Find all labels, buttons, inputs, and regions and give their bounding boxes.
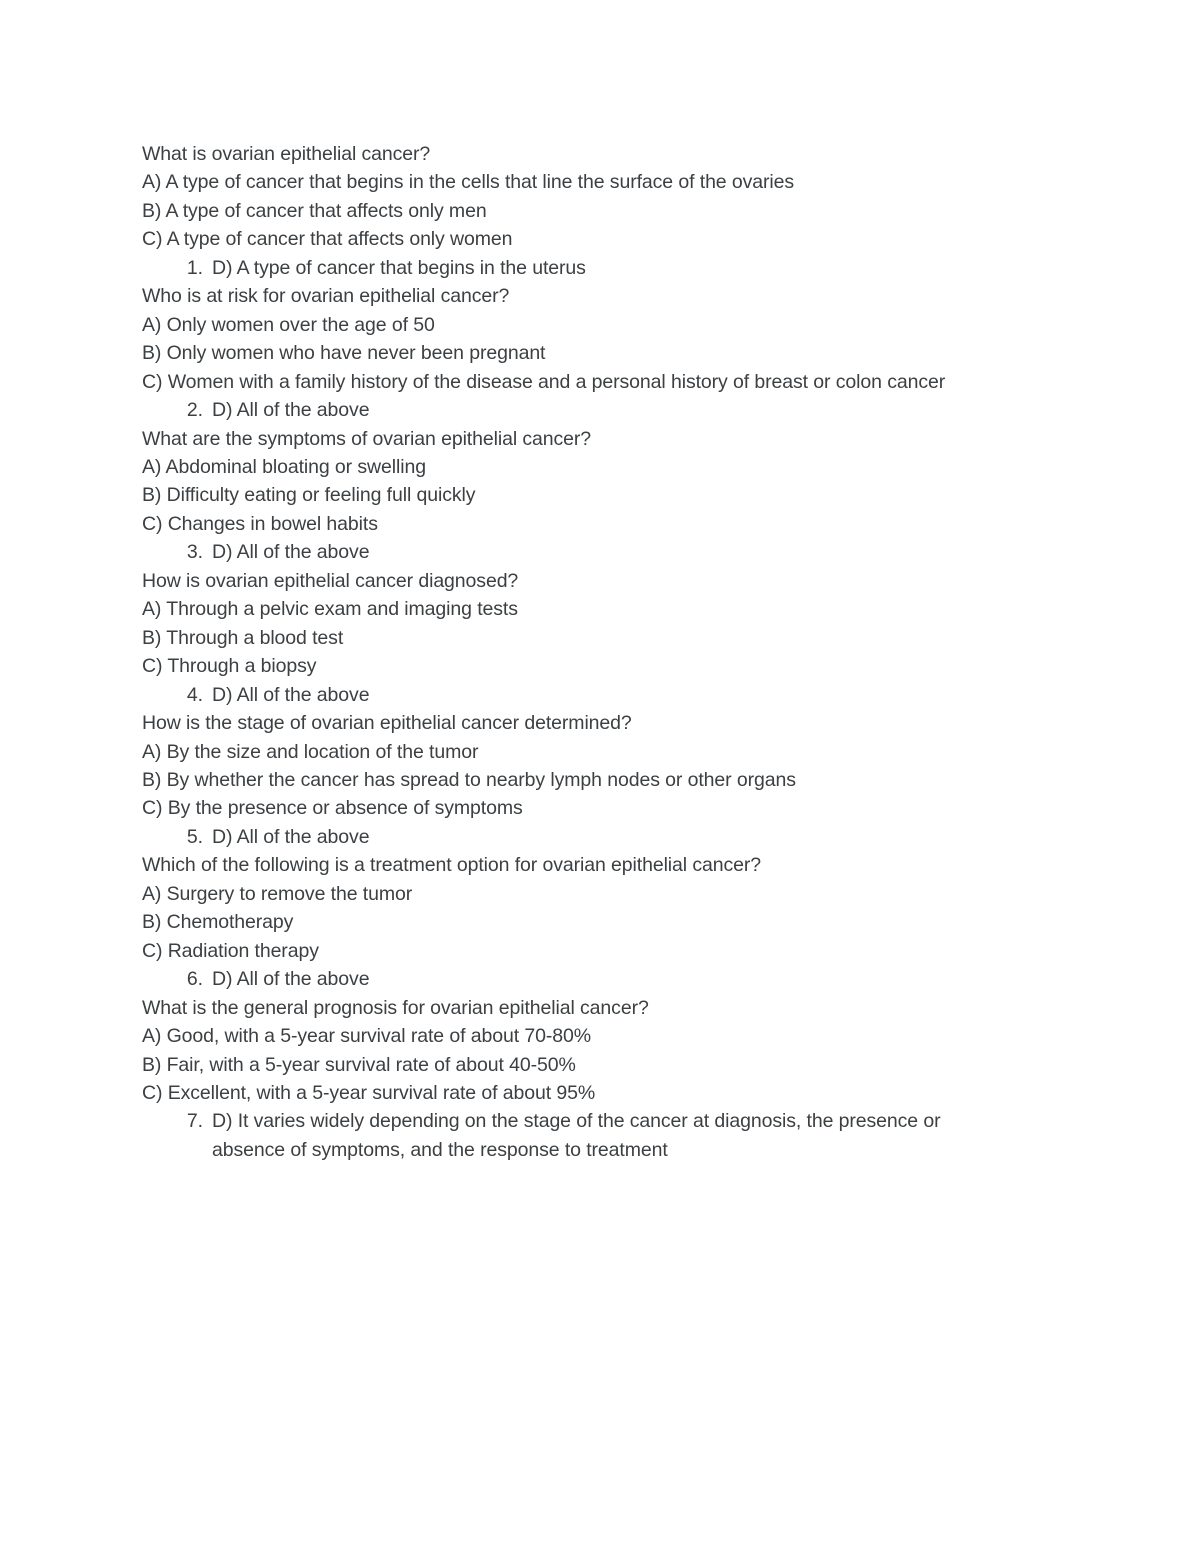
question-block — [142, 567, 1122, 709]
option-a: A) Only women over the age of 50 — [142, 313, 435, 336]
question-text: What is the general prognosis for ovarian epithelial cancer? — [142, 996, 649, 1019]
question-text: What is ovarian epithelial cancer? — [142, 143, 431, 165]
quiz-content — [142, 140, 1122, 1164]
option-d: D) A type of cancer that begins in the uterus — [212, 256, 586, 279]
question-block — [142, 282, 1122, 424]
list-number: 7. — [186, 1110, 203, 1133]
option-c: C) By the presence or absence of symptoms — [142, 797, 523, 820]
question-text: How is ovarian epithelial cancer diagnosed? — [142, 569, 519, 592]
option-b: B) Fair, with a 5-year survival rate of about 40-50% — [142, 1053, 576, 1076]
option-c: C) Excellent, with a 5-year survival rate of about 95% — [142, 1081, 596, 1104]
numbered-option-d — [142, 538, 1122, 566]
option-b: B) Difficulty eating or feeling full quickly — [142, 484, 476, 507]
numbered-option-d — [142, 681, 1122, 709]
question-text: What are the symptoms of ovarian epithelial cancer? — [142, 427, 592, 450]
question-text: Who is at risk for ovarian epithelial cancer? — [142, 285, 510, 308]
list-number: 5. — [186, 825, 203, 848]
option-b: B) Through a blood test — [142, 626, 344, 649]
list-number: 1. — [186, 256, 203, 279]
question-block — [142, 709, 1122, 851]
option-b: B) A type of cancer that affects only men — [142, 199, 487, 222]
question-block — [142, 994, 1122, 1165]
option-d: D) All of the above — [212, 968, 370, 991]
list-number: 2. — [186, 399, 203, 422]
list-number: 4. — [186, 683, 203, 706]
list-number: 3. — [186, 541, 203, 564]
option-b: B) By whether the cancer has spread to nearby lymph nodes or other organs — [142, 768, 796, 791]
option-d: D) All of the above — [212, 541, 370, 564]
numbered-option-d — [142, 396, 1122, 424]
numbered-option-d — [142, 254, 1122, 282]
numbered-option-d — [142, 1107, 1122, 1164]
option-c: C) A type of cancer that affects only women — [142, 228, 513, 251]
option-a: A) Abdominal bloating or swelling — [142, 455, 426, 478]
option-a: A) Surgery to remove the tumor — [142, 882, 413, 905]
option-d: D) It varies widely depending on the stage of the cancer at diagnosis, the presence or absence of symptoms, and the response to treatment — [212, 1110, 941, 1161]
option-c: C) Through a biopsy — [142, 655, 317, 678]
option-a: A) Through a pelvic exam and imaging tests — [142, 598, 518, 621]
option-a: A) By the size and location of the tumor — [142, 740, 479, 763]
option-d: D) All of the above — [212, 399, 370, 422]
list-number: 6. — [186, 968, 203, 991]
question-block — [142, 140, 1122, 282]
option-a: A) A type of cancer that begins in the cells that line the surface of the ovaries — [142, 171, 795, 194]
numbered-option-d — [142, 965, 1122, 993]
option-c: C) Changes in bowel habits — [142, 512, 378, 535]
option-a: A) Good, with a 5-year survival rate of about 70-80% — [142, 1025, 591, 1048]
question-block — [142, 851, 1122, 993]
numbered-option-d — [142, 823, 1122, 851]
question-block — [142, 425, 1122, 567]
option-b: B) Only women who have never been pregnant — [142, 342, 546, 365]
option-c: C) Radiation therapy — [142, 939, 319, 962]
question-text: Which of the following is a treatment option for ovarian epithelial cancer? — [142, 854, 762, 877]
option-d: D) All of the above — [212, 825, 370, 848]
option-b: B) Chemotherapy — [142, 911, 294, 934]
option-d: D) All of the above — [212, 683, 370, 706]
question-text: How is the stage of ovarian epithelial cancer determined? — [142, 712, 632, 735]
option-c: C) Women with a family history of the disease and a personal history of breast or colon cancer — [142, 370, 946, 393]
